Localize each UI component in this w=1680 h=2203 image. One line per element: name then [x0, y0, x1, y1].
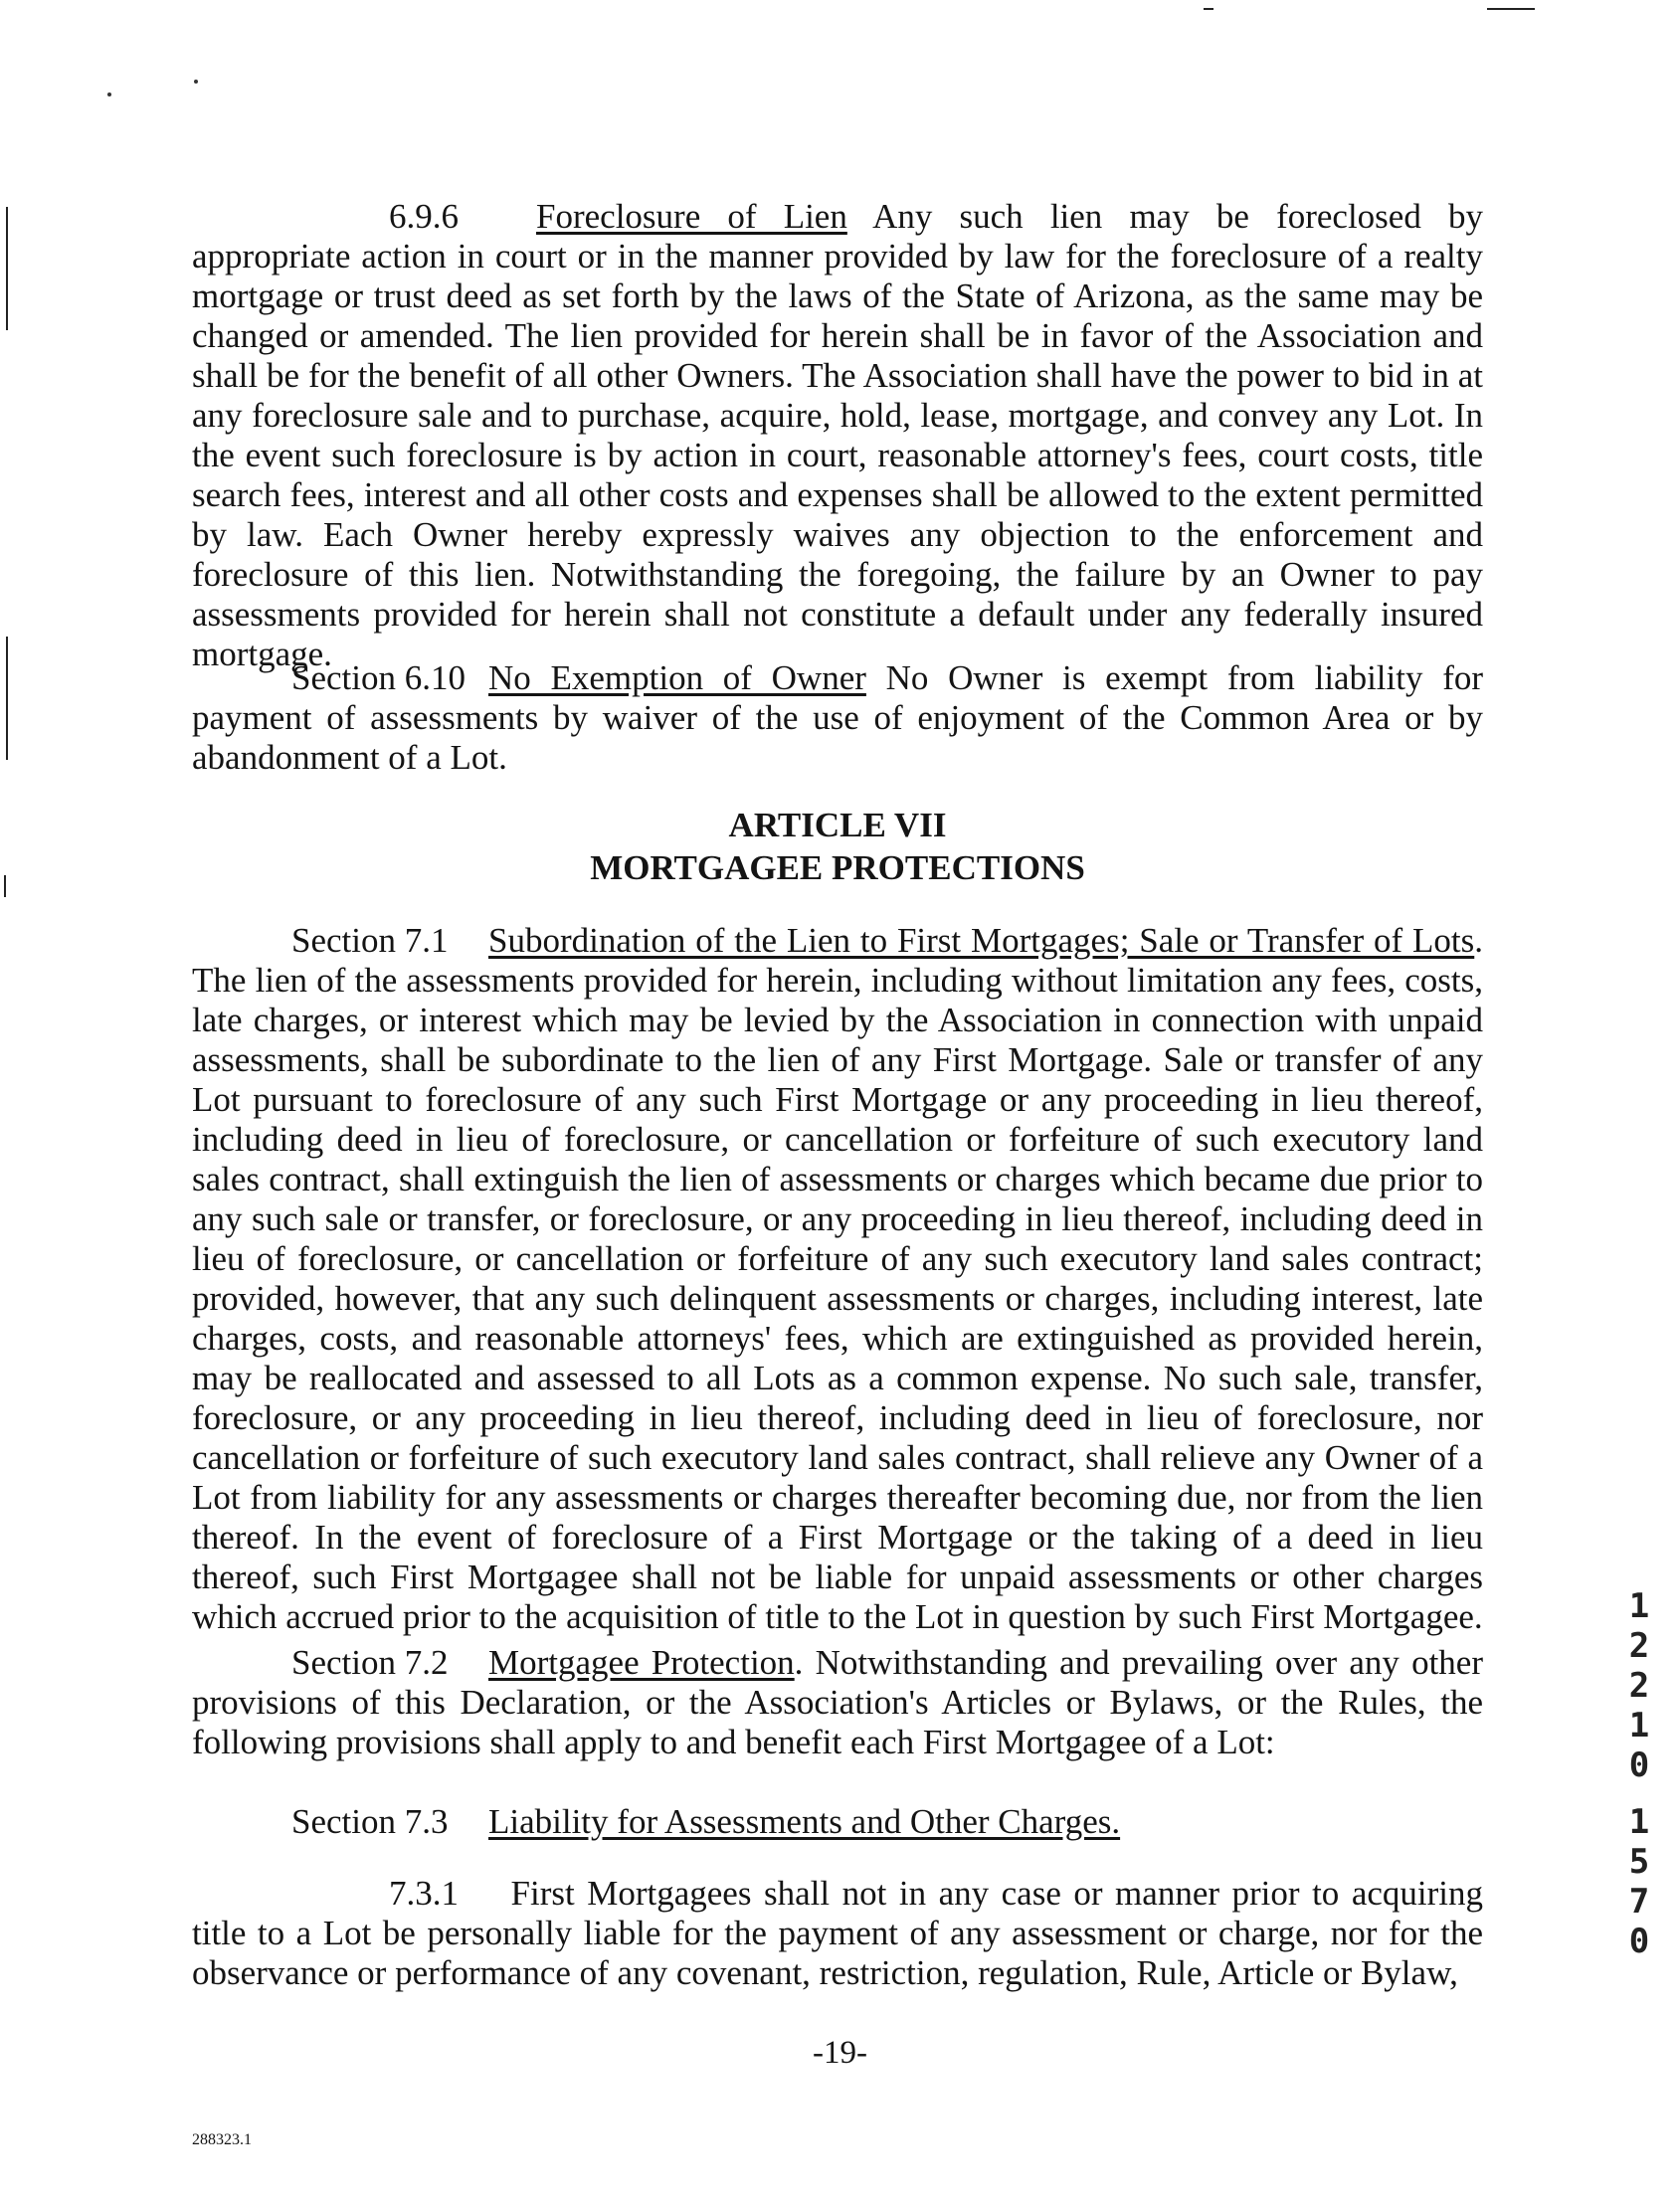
paragraph-number: 6.9.6 — [389, 197, 459, 236]
section-7-1 — [192, 921, 1483, 1637]
section-title: Liability for Assessments and Other Charges. — [488, 1802, 1121, 1841]
section-text: No Owner is exempt from liability for payment of assessments by waiver of the use of enjoyment of the Common Area or by abandonment of a Lot. — [192, 658, 1483, 777]
section-number: Section 7.2 — [291, 1643, 449, 1682]
section-text: . Notwithstanding and prevailing over any other provisions of this Declaration, or the Association's Articles or Bylaws, or the Rules, the following provisions shall apply to and benefit each First Mortgagee of a Lot: — [192, 1643, 1483, 1761]
scan-mark — [1204, 8, 1213, 10]
scan-mark — [6, 637, 8, 760]
paragraph-text: Any such lien may be foreclosed by appropriate action in court or in the manner provided by law for the foreclosure of a realty mortgage or trust deed as set forth by the laws of the State of Arizona, as the same may be changed or amended. The lien provided for herein shall be in favor of the Association and shall be for the benefit of all other Owners. The Association shall have the power to bid in at any foreclosure sale and to purchase, acquire, hold, lease, mortgage, and convey any Lot. In the event such foreclosure is by action in court, reasonable attorney's fees, court costs, title search fees, interest and all other costs and expenses shall be allowed to the extent permitted by law. Each Owner hereby expressly waives any objection to the enforcement and foreclosure of this lien. Notwithstanding the foregoing, the failure by an Owner to pay assessments provided for herein shall not constitute a default under any federally insured mortgage. — [192, 197, 1483, 673]
section-number: Section 6.10 — [291, 658, 466, 697]
scan-dot — [107, 92, 111, 96]
article-heading — [192, 804, 1483, 889]
section-title: Mortgagee Protection — [488, 1643, 795, 1682]
scan-mark — [6, 207, 8, 330]
document-number: 288323.1 — [192, 2131, 252, 2148]
paragraph-title: Foreclosure of Lien — [536, 197, 847, 236]
section-number: Section 7.1 — [291, 921, 449, 960]
page-number: -19- — [813, 2035, 867, 2071]
paragraph-7-3-1 — [192, 1874, 1483, 1993]
section-7-2 — [192, 1643, 1483, 1762]
section-6-10 — [192, 658, 1483, 778]
scan-mark — [4, 875, 6, 897]
paragraph-6-9-6 — [192, 197, 1483, 674]
section-7-3 — [192, 1802, 1483, 1842]
article-title: MORTGAGEE PROTECTIONS — [590, 848, 1085, 887]
scan-mark — [1487, 8, 1535, 10]
scan-dot — [194, 80, 198, 84]
paragraph-number: 7.3.1 — [389, 1874, 459, 1913]
paragraph-text: First Mortgagees shall not in any case or manner prior to acquiring title to a Lot be personally liable for the payment of any assessment or charge, nor for the observance or performance of any covenant, restriction, regulation, Rule, Article or Bylaw, — [192, 1874, 1483, 1992]
article-number: ARTICLE VII — [728, 806, 947, 844]
margin-stamp-upper: 1 2 2 1 0 — [1628, 1586, 1650, 1785]
section-title: Subordination of the Lien to First Mortgages; Sale or Transfer of Lots — [488, 921, 1475, 960]
section-text: . The lien of the assessments provided for herein, including without limitation any fees, costs, late charges, or interest which may be levied by the Association in connection with unpaid assessments, shall be subordinate to the lien of any First Mortgage. Sale or transfer of any Lot pursuant to foreclosure of any such First Mortgage or any proceeding in lieu thereof, including deed in lieu of foreclosure, or cancellation or forfeiture of such executory land sales contract, shall extinguish the lien of assessments or charges which became due prior to any such sale or transfer, or foreclosure, or any proceeding in lieu thereof, including deed in lieu of foreclosure, or cancellation or forfeiture of any such executory land sales contract; provided, however, that any such delinquent assessments or charges, including interest, late charges, costs, and reasonable attorneys' fees, which are extinguished as provided herein, may be reallocated and assessed to all Lots as a common expense. No such sale, transfer, foreclosure, or any proceeding in lieu thereof, including deed in lieu of foreclosure, nor cancellation or forfeiture of such executory land sales contract, shall relieve any Owner of a Lot from liability for any assessments or charges thereafter becoming due, nor from the lien thereof. In the event of foreclosure of a First Mortgage or the taking of a deed in lieu thereof, such First Mortgagee shall not be liable for unpaid assessments or other charges which accrued prior to the acquisition of title to the Lot in question by such First Mortgagee. — [192, 921, 1483, 1636]
section-number: Section 7.3 — [291, 1802, 449, 1841]
margin-stamp-lower: 1 5 7 0 — [1628, 1802, 1650, 1961]
section-title: No Exemption of Owner — [488, 658, 866, 697]
